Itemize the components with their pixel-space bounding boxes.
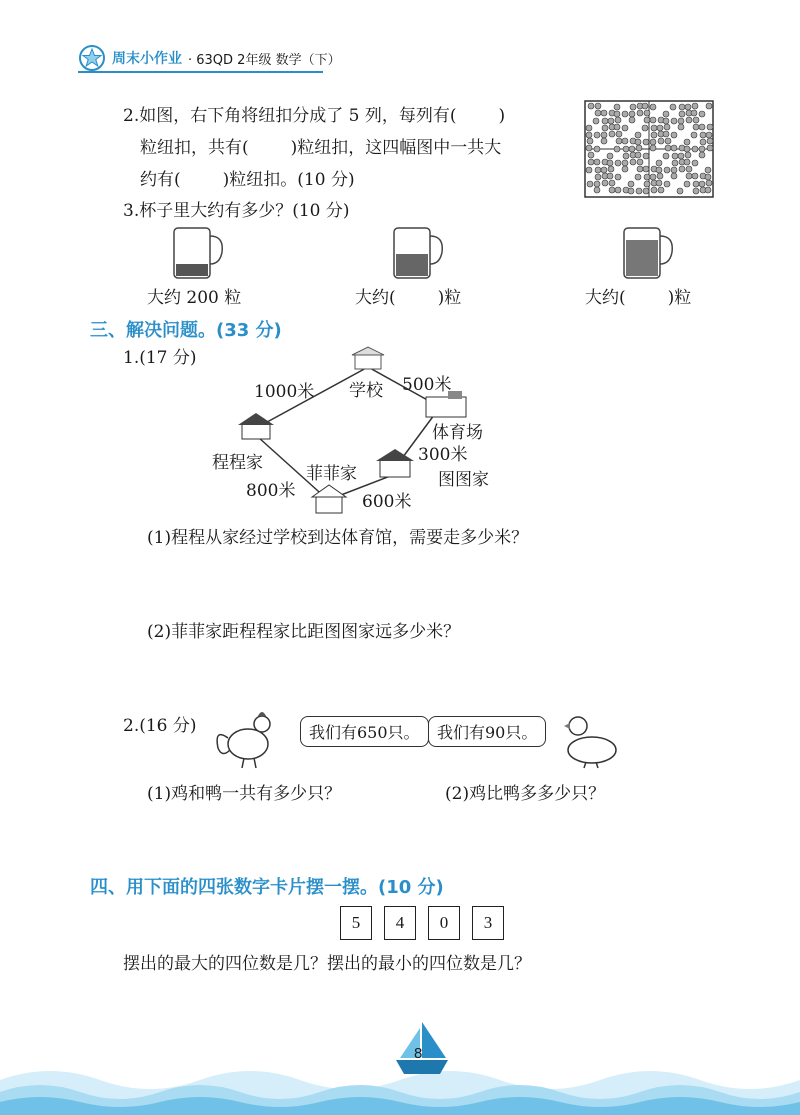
button-dot	[628, 188, 634, 194]
cup-2	[390, 224, 446, 282]
button-dot	[651, 187, 657, 193]
button-dot	[630, 159, 636, 165]
button-dot	[622, 160, 628, 166]
place-stadium: 体育场	[432, 423, 483, 443]
button-dot	[691, 110, 697, 116]
button-dot	[607, 160, 613, 166]
button-dot	[595, 174, 601, 180]
button-dot	[629, 111, 635, 117]
button-dot	[650, 145, 656, 151]
button-dot	[609, 180, 615, 186]
button-dot	[622, 166, 628, 172]
button-dot	[628, 181, 634, 187]
button-dot	[642, 103, 648, 109]
button-dot	[686, 173, 692, 179]
button-dot	[616, 131, 622, 137]
q2-line2: 粒纽扣，共有( )粒纽扣，这四幅图中一共大	[140, 138, 502, 158]
button-dot	[601, 110, 607, 116]
button-dot	[684, 139, 690, 145]
button-dot	[692, 160, 698, 166]
button-dot	[615, 160, 621, 166]
button-dot	[608, 166, 614, 172]
button-dot	[629, 146, 635, 152]
button-dot	[692, 146, 698, 152]
button-dot	[637, 159, 643, 165]
button-dot	[602, 180, 608, 186]
button-dot	[664, 181, 670, 187]
chengcheng-house-icon	[238, 413, 274, 439]
header-code: · 63QD 2年级 数学（下）	[188, 52, 341, 68]
button-dot	[608, 118, 614, 124]
button-dot	[707, 138, 713, 144]
button-dot	[671, 118, 677, 124]
button-dot	[657, 125, 663, 131]
button-dot	[700, 139, 706, 145]
p1-sub1: (1)程程从家经过学校到达体育馆，需要走多少米？	[147, 528, 529, 548]
button-dot	[706, 132, 712, 138]
button-dot	[677, 188, 683, 194]
button-dot	[665, 138, 671, 144]
button-dot	[678, 124, 684, 130]
button-dot	[705, 167, 711, 173]
button-dot	[699, 124, 705, 130]
button-dot	[657, 173, 663, 179]
q2-line1: 2.如图，右下角将纽扣分成了 5 列，每列有( )	[123, 106, 506, 126]
button-dot	[602, 125, 608, 131]
button-dot	[650, 139, 656, 145]
button-dot	[588, 152, 594, 158]
button-dot	[650, 174, 656, 180]
button-dot	[616, 138, 622, 144]
button-dot	[684, 159, 690, 165]
place-tutu: 图图家	[438, 470, 489, 490]
button-dot	[586, 145, 592, 151]
button-dot	[594, 146, 600, 152]
button-dot	[651, 125, 657, 131]
button-dot	[630, 104, 636, 110]
place-school: 学校	[349, 381, 383, 401]
section3-title: 三、解决问题。(33 分)	[90, 320, 282, 341]
button-dot	[622, 125, 628, 131]
button-dot	[650, 104, 656, 110]
dist-feifei-tutu: 600米	[362, 492, 412, 512]
button-dot	[678, 153, 684, 159]
chicken-speech-bubble: 我们有650只。	[300, 716, 429, 747]
button-dot	[671, 145, 677, 151]
cup-2-label: 大约( )粒	[355, 288, 462, 308]
buttons-picture	[584, 100, 714, 198]
button-dot	[671, 167, 677, 173]
q3-title: 3.杯子里大约有多少？(10 分)	[123, 201, 350, 221]
button-dot	[609, 187, 615, 193]
cup-3	[620, 224, 676, 282]
button-dot	[705, 174, 711, 180]
dist-cheng-feifei: 800米	[246, 481, 296, 501]
cup-1-label: 大约 200 粒	[147, 288, 242, 308]
button-dot	[615, 187, 621, 193]
number-card: 5	[340, 906, 372, 940]
button-dot	[622, 111, 628, 117]
button-dot	[588, 103, 594, 109]
button-dot	[636, 188, 642, 194]
button-dot	[672, 160, 678, 166]
button-dot	[636, 145, 642, 151]
button-dot	[614, 146, 620, 152]
button-dot	[587, 138, 593, 144]
cup-1	[170, 224, 226, 282]
cup-3-label: 大约( )粒	[585, 288, 692, 308]
button-dot	[707, 124, 713, 130]
button-dot	[614, 104, 620, 110]
button-dot	[614, 111, 620, 117]
button-dot	[663, 111, 669, 117]
button-dot	[670, 104, 676, 110]
button-dot	[635, 132, 641, 138]
button-dot	[685, 104, 691, 110]
button-dot	[684, 146, 690, 152]
page-header	[78, 44, 341, 72]
button-dot	[693, 181, 699, 187]
button-dot	[706, 103, 712, 109]
button-dot	[644, 174, 650, 180]
button-dot	[658, 138, 664, 144]
button-dot	[665, 145, 671, 151]
button-dot	[693, 117, 699, 123]
dist-stadium-tutu: 300米	[418, 445, 468, 465]
number-cards	[340, 906, 504, 940]
button-dot	[707, 145, 713, 151]
button-dot	[686, 117, 692, 123]
button-dot	[650, 117, 656, 123]
button-dot	[656, 167, 662, 173]
button-dot	[601, 167, 607, 173]
number-card: 3	[472, 906, 504, 940]
button-dot	[588, 159, 594, 165]
button-dot	[587, 181, 593, 187]
button-dot	[637, 110, 643, 116]
button-dot	[601, 138, 607, 144]
button-dot	[699, 152, 705, 158]
button-dot	[594, 181, 600, 187]
button-dot	[615, 174, 621, 180]
place-chengcheng: 程程家	[212, 453, 263, 473]
button-dot	[700, 132, 706, 138]
button-dot	[594, 187, 600, 193]
button-dot	[644, 181, 650, 187]
button-dot	[684, 181, 690, 187]
button-dot	[635, 139, 641, 145]
button-dot	[699, 146, 705, 152]
button-dot	[679, 104, 685, 110]
star-logo-icon	[78, 44, 106, 72]
button-dot	[629, 117, 635, 123]
rooster-icon	[210, 708, 280, 772]
button-dot	[635, 174, 641, 180]
button-dot	[699, 181, 705, 187]
button-dot	[644, 110, 650, 116]
page-number: 8	[414, 1045, 423, 1062]
button-dot	[691, 132, 697, 138]
button-dot	[614, 124, 620, 130]
button-dot	[664, 167, 670, 173]
button-dot	[623, 146, 629, 152]
header-divider	[78, 71, 323, 73]
p2-sub2: (2)鸡比鸭多多少只？	[445, 784, 606, 804]
button-dot	[586, 125, 592, 131]
button-dot	[656, 180, 662, 186]
tutu-house-icon	[376, 449, 414, 477]
button-dot	[671, 132, 677, 138]
button-dot	[643, 153, 649, 159]
button-dot	[692, 103, 698, 109]
button-dot	[622, 138, 628, 144]
button-dot	[607, 153, 613, 159]
button-dot	[609, 131, 615, 137]
duck-icon	[556, 710, 626, 770]
button-dot	[602, 118, 608, 124]
button-dot	[586, 167, 592, 173]
button-dot	[663, 131, 669, 137]
button-dot	[594, 132, 600, 138]
button-dot	[693, 188, 699, 194]
button-dot	[663, 118, 669, 124]
button-dot	[658, 187, 664, 193]
button-dot	[643, 139, 649, 145]
button-dot	[642, 125, 648, 131]
button-dot	[644, 117, 650, 123]
dist-cheng-school: 1000米	[254, 382, 315, 402]
button-dot	[595, 167, 601, 173]
section4-title: 四、用下面的四张数字卡片摆一摆。(10 分)	[90, 877, 444, 898]
number-card: 0	[428, 906, 460, 940]
q2-line3: 约有( )粒纽扣。(10 分)	[140, 170, 355, 190]
button-dot	[693, 124, 699, 130]
button-dot	[664, 124, 670, 130]
p2-sub1: (1)鸡和鸭一共有多少只？	[147, 784, 342, 804]
p1-label: 1.(17 分)	[123, 348, 197, 368]
button-dot	[615, 117, 621, 123]
button-dot	[672, 153, 678, 159]
dist-school-stadium: 500米	[402, 375, 452, 395]
button-dot	[595, 110, 601, 116]
button-dot	[705, 187, 711, 193]
button-dot	[679, 111, 685, 117]
section4-question: 摆出的最大的四位数是几？摆出的最小的四位数是几？	[123, 954, 531, 974]
p2-label: 2.(16 分)	[123, 716, 197, 736]
button-dot	[678, 118, 684, 124]
school-icon	[352, 347, 384, 369]
button-dot	[607, 173, 613, 179]
button-dot	[671, 173, 677, 179]
duck-speech-bubble: 我们有90只。	[428, 716, 546, 747]
button-dot	[637, 166, 643, 172]
place-feifei: 菲菲家	[306, 464, 357, 484]
button-dot	[656, 160, 662, 166]
p1-sub2: (2)菲菲家距程程家比距图图家远多少米？	[147, 622, 461, 642]
button-dot	[601, 132, 607, 138]
button-dot	[595, 103, 601, 109]
button-dot	[699, 111, 705, 117]
button-dot	[663, 153, 669, 159]
button-dot	[706, 180, 712, 186]
button-dot	[643, 166, 649, 172]
button-dot	[594, 159, 600, 165]
number-card: 4	[384, 906, 416, 940]
button-dot	[643, 188, 649, 194]
button-dot	[651, 132, 657, 138]
button-dot	[686, 166, 692, 172]
button-dot	[593, 118, 599, 124]
button-dot	[635, 152, 641, 158]
button-dot	[679, 166, 685, 172]
button-dot	[586, 132, 592, 138]
button-dot	[692, 173, 698, 179]
button-dot	[685, 152, 691, 158]
header-title: 周末小作业	[112, 51, 182, 67]
button-dot	[623, 153, 629, 159]
